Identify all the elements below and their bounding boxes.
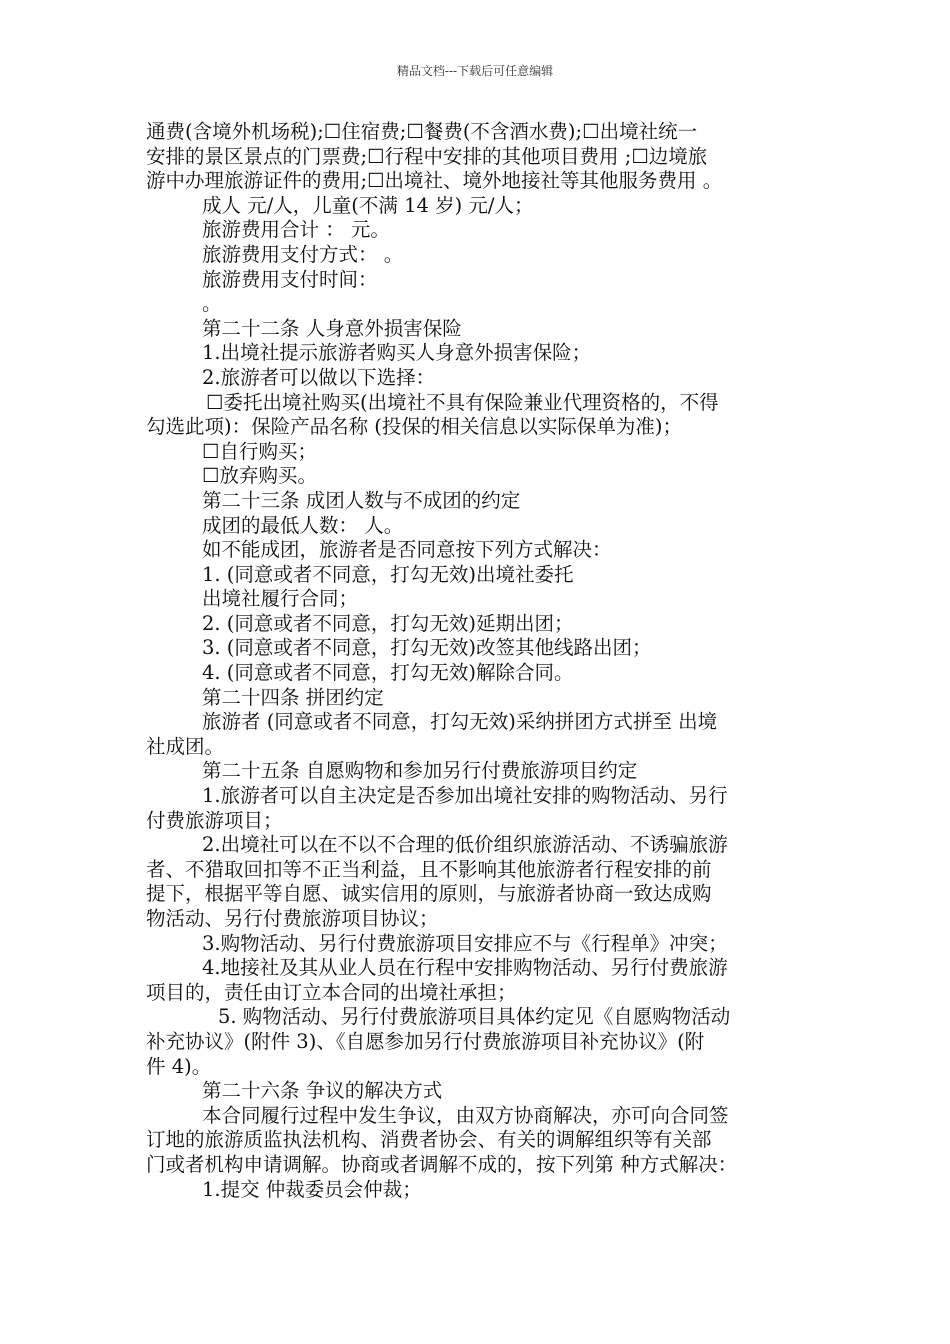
text-line: 旅游费用合计 ： 元。 [202, 218, 390, 242]
text-line: 游中办理旅游证件的费用;☐出境社、境外地接社等其他服务费用 。 [146, 169, 723, 193]
page-header: 精品文档---下载后可任意编辑 [396, 64, 554, 78]
text-line: 第二十二条 人身意外损害保险 [202, 316, 462, 340]
text-line: 本合同履行过程中发生争议，由双方协商解决，亦可向合同签 [202, 1103, 729, 1127]
text-line: 5. 购物活动、另行付费旅游项目具体约定见《自愿购物活动 [218, 1005, 731, 1029]
text-line: 付费旅游项目； [146, 808, 283, 832]
text-line: 门或者机构申请调解。协商或者调解不成的，按下列第 种方式解决： [146, 1152, 738, 1176]
text-line: 安排的景区景点的门票费;☐行程中安排的其他项目费用 ;☐边境旅 [146, 144, 708, 168]
text-line: 物活动、另行付费旅游项目协议； [146, 907, 439, 930]
text-line: 勾选此项)：保险产品名称 (投保的相关信息以实际保单为准)； [146, 415, 683, 439]
text-line: 1.提交 仲裁委员会仲裁； [202, 1177, 422, 1201]
text-line: 社成团。 [146, 734, 225, 758]
text-line: 如不能成团，旅游者是否同意按下列方式解决： [202, 538, 612, 562]
document-body [146, 120, 810, 1202]
text-line: 成团的最低人数： 人。 [202, 513, 404, 537]
text-line: 2. (同意或者不同意，打勾无效)延期出团； [202, 611, 574, 635]
text-line: 通费(含境外机场税);☐住宿费;☐餐费(不含酒水费);☐出境社统一 [146, 120, 698, 143]
text-line: 第二十五条 自愿购物和参加另行付费旅游项目约定 [202, 759, 638, 783]
text-line: 1. (同意或者不同意，打勾无效)出境社委托 [202, 562, 574, 586]
text-line: 旅游费用支付时间： [202, 267, 378, 291]
text-line: 旅游者 (同意或者不同意，打勾无效)采纳拼团方式拼至 出境 [202, 710, 718, 734]
text-line: 2.出境社可以在不以不合理的低价组织旅游活动、不诱骗旅游 [202, 833, 728, 857]
text-line: 补充协议》(附件 3)、《自愿参加另行付费旅游项目补充协议》(附 [146, 1029, 705, 1053]
text-line: 出境社履行合同； [202, 587, 359, 611]
text-line: 第二十四条 拼团约定 [202, 685, 384, 709]
text-line: 3. (同意或者不同意，打勾无效)改签其他线路出团； [202, 636, 652, 660]
text-line: ☐委托出境社购买(出境社不具有保险兼业代理资格的，不得 [206, 390, 719, 414]
text-line: 旅游费用支付方式： 。 [202, 242, 404, 266]
text-line: 项目的，责任由订立本合同的出境社承担； [146, 980, 517, 1004]
text-line: 第二十三条 成团人数与不成团的约定 [202, 488, 521, 512]
text-line: 成人 元/人，儿童(不满 14 岁) 元/人； [202, 193, 534, 217]
text-line: 订地的旅游质监执法机构、消费者协会、有关的调解组织等有关部 [146, 1128, 712, 1152]
text-line: ☐放弃购买。 [202, 464, 317, 488]
text-line: 。 [202, 292, 222, 316]
text-line: ☐自行购买； [202, 439, 317, 463]
text-line: 件 4)。 [146, 1054, 212, 1078]
text-line: 者、不猎取回扣等不正当利益，且不影响其他旅游者行程安排的前 [146, 857, 712, 881]
text-line: 1.出境社提示旅游者购买人身意外损害保险； [202, 341, 592, 365]
text-line: 2.旅游者可以做以下选择： [202, 365, 436, 389]
text-line: 3.购物活动、另行付费旅游项目安排应不与《行程单》冲突； [202, 931, 728, 955]
text-line: 4.地接社及其从业人员在行程中安排购物活动、另行付费旅游 [202, 956, 728, 980]
text-line: 1.旅游者可以自主决定是否参加出境社安排的购物活动、另行 [202, 784, 728, 808]
text-line: 4. (同意或者不同意，打勾无效)解除合同。 [202, 661, 574, 685]
text-line: 提下，根据平等自愿、诚实信用的原则，与旅游者协商一致达成购 [146, 882, 712, 906]
text-line: 第二十六条 争议的解决方式 [202, 1079, 443, 1103]
